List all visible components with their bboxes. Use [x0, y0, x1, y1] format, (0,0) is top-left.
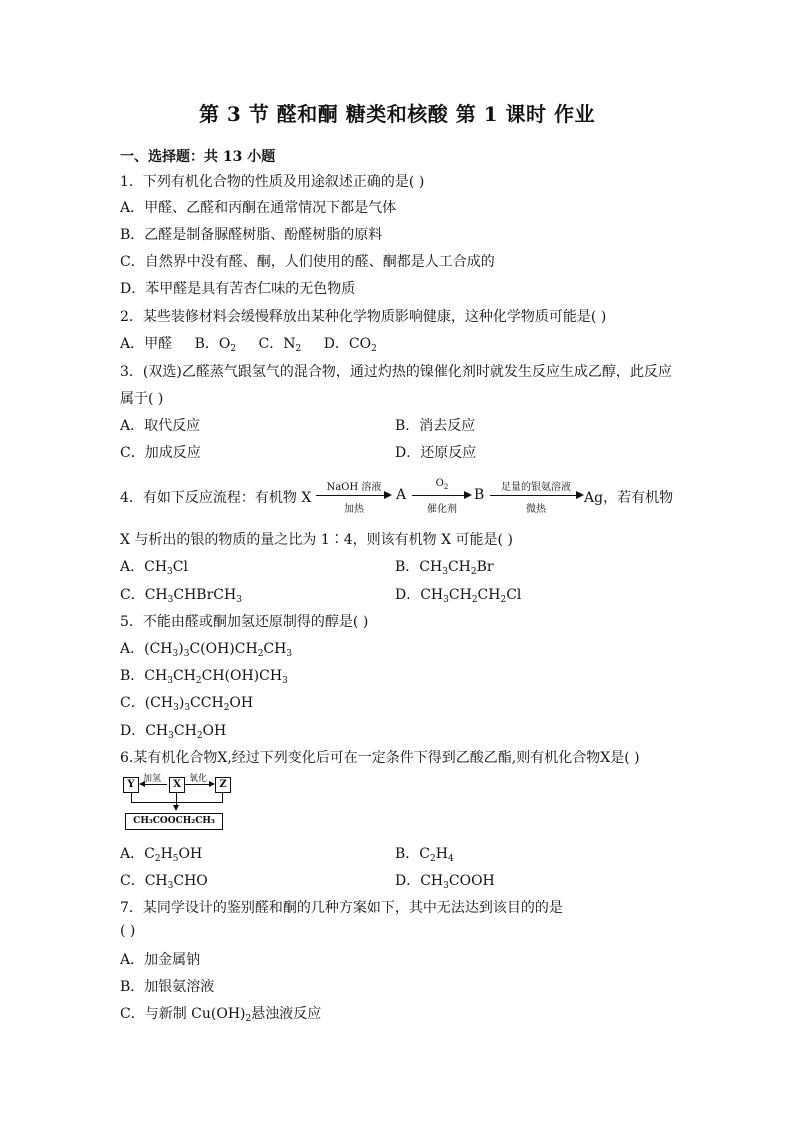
q4-arrow3-bottom: 微热: [526, 504, 546, 515]
arrow-shaft-icon: [316, 495, 384, 496]
arrow-head-icon: [464, 491, 472, 499]
connector-line: [131, 802, 223, 803]
q4-option-a: A．$CH_3Cl$: [120, 559, 188, 577]
q1-option-c: C．自然界中没有醛、酮，人们使用的醛、酮都是人工合成的: [120, 254, 495, 270]
q3-stem-line2: 属于( ): [120, 391, 164, 407]
connector-line: [176, 792, 177, 806]
q7-option-b: B．加银氨溶液: [120, 979, 215, 995]
q6-label-oxidation: 氧化: [189, 774, 208, 784]
q3-option-d: D．还原反应: [395, 445, 477, 461]
q4-arrow2-top: $O_2$: [435, 478, 449, 491]
q4-intermediate-a: A: [396, 487, 407, 503]
q4-arrow1-top: NaOH 溶液: [326, 482, 382, 493]
arrow-right-icon: [209, 781, 215, 787]
q2-option-d: D．$CO_2$: [323, 336, 377, 354]
q5-option-a: A．$(CH_3)_3C(OH)CH_2CH_3$: [120, 641, 293, 659]
q4-suffix: Ag，若有机物: [584, 490, 674, 506]
connector-line: [222, 792, 223, 802]
q2-options: [120, 333, 377, 353]
q1-option-d: D．苯甲醛是具有苦杏仁味的无色物质: [120, 281, 356, 297]
q6-option-b: B．$C_2H_4$: [395, 846, 454, 864]
page-title: 第 3 节 醛和酮 糖类和核酸 第 1 课时 作业: [198, 102, 596, 126]
q7-option-a: A．加金属钠: [120, 952, 201, 968]
q2-option-c: C．$N_2$: [258, 336, 302, 354]
q3-option-b: B．消去反应: [395, 418, 476, 434]
q6-option-c: C．$CH_3CHO$: [120, 873, 208, 891]
q7-option-c: C．与新制 $Cu(OH)_2$悬浊液反应: [120, 1006, 322, 1024]
q7-stem-line2: ( ): [120, 923, 136, 939]
q6-stem: 6.某有机化合物X,经过下列变化后可在一定条件下得到乙酸乙酯,则有机化合物X是( ): [120, 750, 640, 766]
q2-option-a: A．甲醛: [120, 336, 173, 352]
arrow-left-icon: [139, 781, 145, 787]
q4-prefix: 4．有如下反应流程：有机物 X: [120, 490, 312, 506]
q5-option-c: C．$(CH_3)_3CCH_2OH$: [120, 695, 254, 713]
arrow-shaft-icon: [412, 495, 464, 496]
arrow-head-icon: [576, 491, 584, 499]
q1-stem: 1．下列有机化合物的性质及用途叙述正确的是( ): [120, 174, 425, 190]
q6-option-a: A．$C_2H_5OH$: [120, 846, 203, 864]
q3-stem-line1: 3．(双选)乙醛蒸气跟氢气的混合物，通过灼热的镍催化剂时就发生反应生成乙醇，此反应: [120, 364, 672, 380]
q4-option-d: D．$CH_3CH_2CH_2Cl$: [395, 587, 522, 605]
q4-arrow-oxygen: [412, 478, 472, 514]
q1-option-a: A．甲醛、乙醛和丙酮在通常情况下都是气体: [120, 200, 397, 216]
arrow-shaft-icon: [185, 784, 209, 785]
arrow-shaft-icon: [490, 495, 576, 496]
q4-intermediate-b: B: [474, 487, 485, 503]
section-heading: 一、选择题：共 13 小题: [120, 149, 276, 165]
q6-conversion-diagram: [123, 773, 233, 833]
q3-option-c: C．加成反应: [120, 445, 201, 461]
q6-box-x: X: [169, 777, 185, 793]
arrow-head-icon: [384, 491, 392, 499]
connector-line: [131, 792, 132, 802]
q4-arrow-naoh: [316, 478, 392, 514]
q2-stem: 2．某些装修材料会缓慢释放出某种化学物质影响健康，这种化学物质可能是( ): [120, 309, 607, 325]
q6-option-d: D．$CH_3COOH$: [395, 873, 495, 891]
q6-product-box: CH₃COOCH₂CH₃: [125, 813, 223, 830]
q5-option-b: B．$CH_3CH_2CH(OH)CH_3$: [120, 668, 288, 686]
q4-stem-line2: X 与析出的银的物质的量之比为 1∶4，则该有机物 X 可能是( ): [120, 532, 513, 548]
q4-option-b: B．$CH_3CH_2Br$: [395, 559, 494, 577]
q3-option-a: A．取代反应: [120, 418, 201, 434]
q7-stem-line1: 7．某同学设计的鉴别醛和酮的几种方案如下，其中无法达到该目的的是: [120, 900, 563, 916]
q5-stem: 5．不能由醛或酮加氢还原制得的醇是( ): [120, 614, 369, 630]
q4-arrow-silver: [490, 478, 582, 514]
q4-arrow2-bottom: 催化剂: [427, 504, 457, 515]
q4-arrow1-bottom: 加热: [344, 504, 364, 515]
q6-label-hydrogenation: 加氢: [143, 774, 162, 784]
arrow-down-icon: [173, 805, 179, 811]
q2-option-b: B．$O_2$: [194, 336, 237, 354]
q6-box-y: Y: [123, 777, 139, 793]
q1-option-b: B．乙醛是制备脲醛树脂、酚醛树脂的原料: [120, 227, 383, 243]
q5-option-d: D．$CH_3CH_2OH$: [120, 723, 227, 741]
q4-option-c: C．$CH_3CHBrCH_3$: [120, 587, 242, 605]
q4-arrow3-top: 足量的银氨溶液: [501, 482, 571, 493]
q6-box-z: Z: [215, 777, 231, 793]
